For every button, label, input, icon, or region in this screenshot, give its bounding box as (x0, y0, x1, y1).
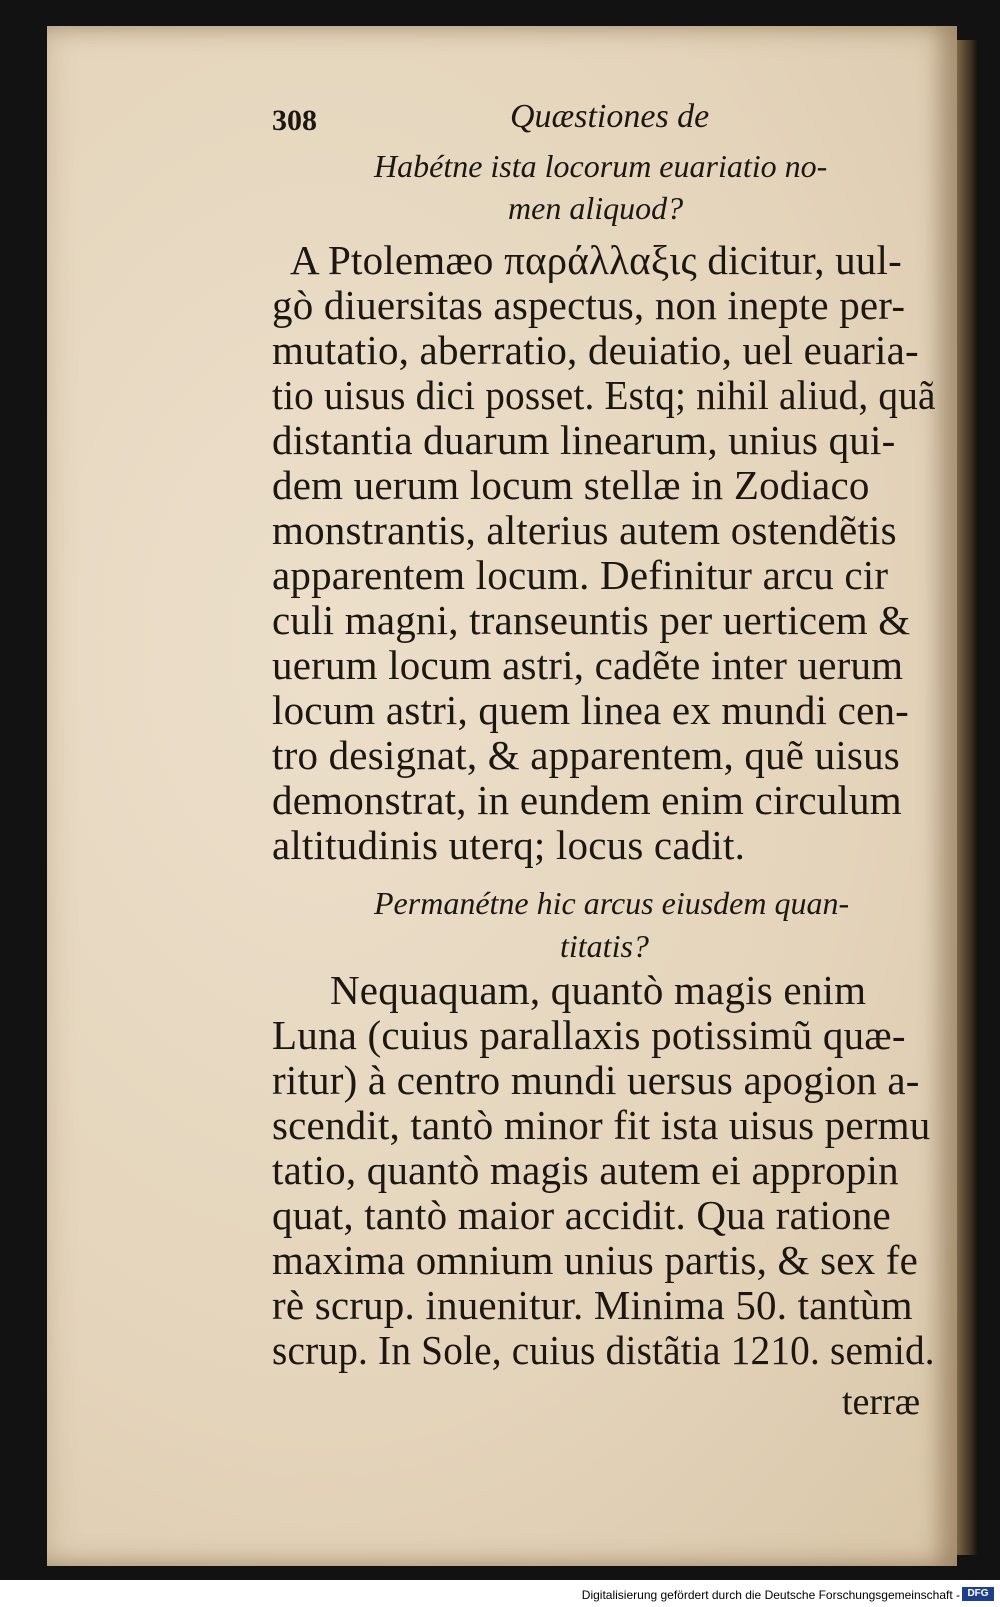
body-text-line: A Ptolemæo παράλλαξις dicitur, uul- (290, 237, 902, 283)
question-heading-line: men aliquod? (508, 190, 684, 226)
body-text-line: altitudinis uterq; locus cadit. (272, 822, 746, 868)
question-heading-line: Habétne ista locorum euariatio no- (374, 148, 828, 184)
catchword: terræ (842, 1381, 921, 1423)
question-heading-line: titatis? (560, 928, 649, 964)
body-text-line: uerum locum astri, cadẽte inter uerum (272, 642, 904, 688)
body-text-line: culi magni, transeuntis per uerticem & (272, 597, 911, 643)
body-text-line: mutatio, aberratio, deuiatio, uel euaria- (272, 327, 919, 373)
page-edge (957, 40, 977, 1555)
body-text-line: apparentem locum. Definitur arcu cir (272, 552, 889, 598)
body-text-line: locum astri, quem linea ex mundi cen- (272, 687, 910, 733)
body-text-line: monstrantis, alterius autem ostendẽtis (272, 507, 897, 553)
question-heading-line: Permanétne hic arcus eiusdem quan- (374, 885, 850, 921)
body-text-line: scrup. In Sole, cuius distãtia 1210. semid. (272, 1327, 935, 1373)
body-text-line: scendit, tantò minor fit ista uisus permu (272, 1102, 931, 1148)
body-text-line: gò diuersitas aspectus, non inepte per- (272, 282, 906, 328)
body-text-line: ritur) à centro mundi uersus apogion a- (272, 1057, 920, 1103)
body-text-line: dem uerum locum stellæ in Zodiaco (272, 462, 870, 508)
body-text-line: rè scrup. inuenitur. Minima 50. tantùm (272, 1282, 913, 1328)
body-text-line: tio uisus dici posset. Estq; nihil aliud, quã (272, 372, 936, 418)
body-text-line: maxima omnium unius partis, & sex fe (272, 1237, 919, 1283)
body-text-line: distantia duarum linearum, unius qui- (272, 417, 896, 463)
body-text-line: demonstrat, in eundem enim circulum (272, 777, 902, 823)
body-text-line: Luna (cuius parallaxis potissimũ quæ- (272, 1012, 906, 1058)
page-number: 308 (272, 104, 317, 137)
body-text-line: quat, tantò maior accidit. Qua ratione (272, 1192, 891, 1238)
footer-credit: Digitalisierung gefördert durch die Deutsche Forschungsgemeinschaft - (581, 1588, 960, 1602)
body-text-line: tro designat, & apparentem, quẽ uisus (272, 732, 900, 778)
running-head: Quæstiones de (510, 98, 710, 135)
body-text-line: tatio, quantò magis autem ei appropin (272, 1147, 899, 1193)
body-text-line: Nequaquam, quantò magis enim (330, 967, 867, 1013)
dfg-logo: DFG (962, 1587, 994, 1601)
